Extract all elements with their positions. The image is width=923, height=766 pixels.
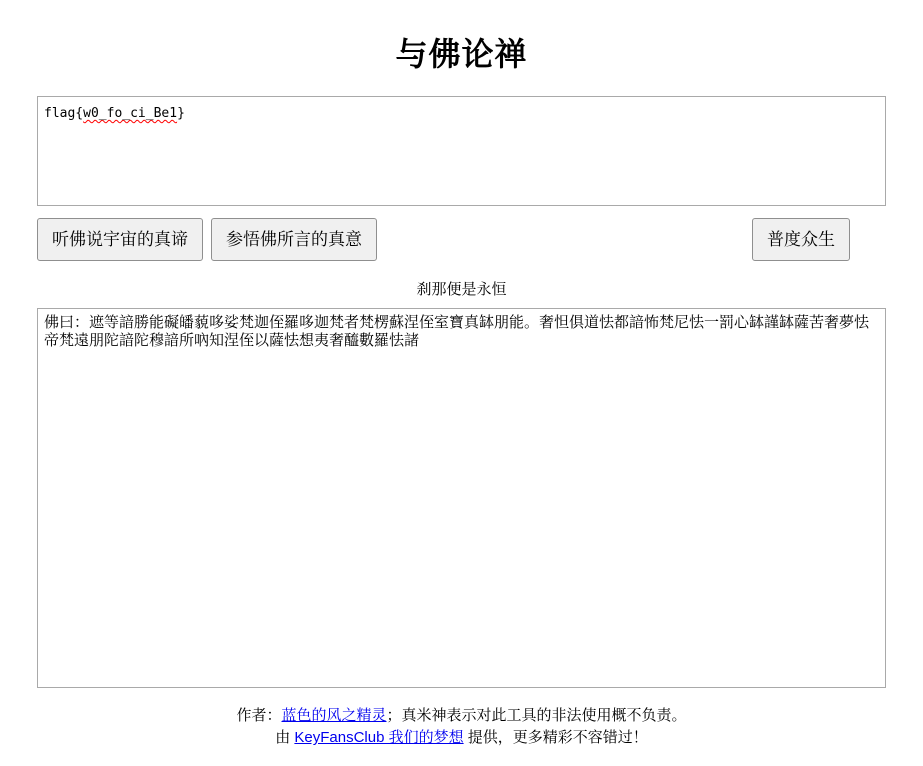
provider-link[interactable]: KeyFansClub 我们的梦想 [294,729,464,747]
footer-provider-prefix: 由 [275,729,295,747]
input-text-prefix: flag{ [44,106,84,121]
button-row [37,218,886,261]
encode-button[interactable]: 听佛说宇宙的真谛 [37,218,203,261]
input-text-spellcheck-flagged: w0_fo_ci_Be1 [83,106,178,121]
footer-line-2 [37,727,886,749]
footer-line-1 [37,705,886,727]
output-textarea[interactable] [37,308,886,688]
input-text-suffix: } [177,106,185,121]
footer [37,705,886,749]
input-textarea[interactable] [37,96,886,206]
share-button[interactable]: 普度众生 [752,218,850,261]
footer-provider-suffix: 提供，更多精彩不容错过！ [463,729,648,747]
footer-disclaimer: ；真米神表示对此工具的非法使用概不负责。 [386,707,687,725]
decode-button[interactable]: 参悟佛所言的真意 [211,218,377,261]
status-label: 刹那便是永恒 [416,281,507,299]
footer-author-prefix: 作者： [236,707,282,725]
author-link[interactable]: 蓝色的风之精灵 [281,707,387,725]
page-title: 与佛论禅 [395,36,528,72]
